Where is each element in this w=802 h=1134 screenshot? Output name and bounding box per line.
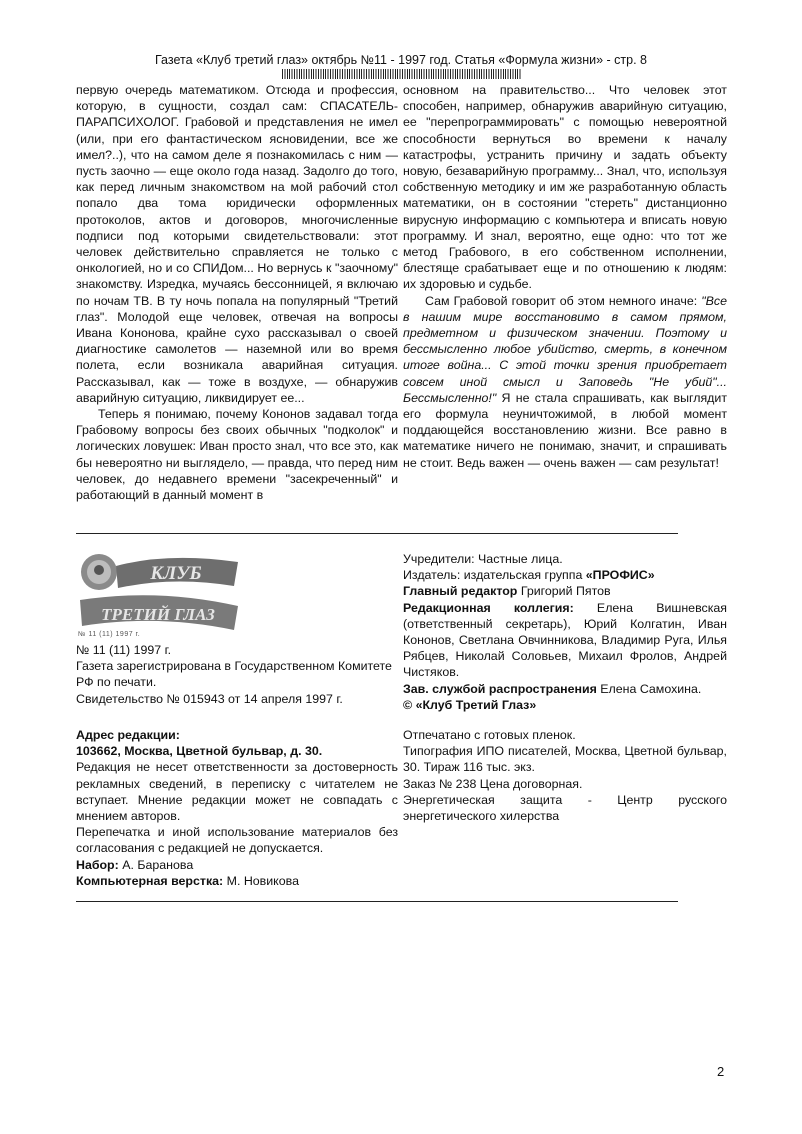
certificate-note: Свидетельство № 015943 от 14 апреля 1997 г. [76,691,343,706]
imprint-left-bottom [76,727,398,889]
reprint-note: Перепечатка и иной использование материалов без согласования с редакцией не допускается. [76,825,398,856]
logo-title-top: КЛУБ [150,563,202,584]
printing-house: Типография ИПО писателей, Москва, Цветной бульвар, 30. Тираж 116 тыс. экз. [403,744,727,775]
article-paragraph-quote [403,293,727,471]
typeset-label: Набор: [76,857,119,872]
layout-credit [76,873,398,889]
order-note: Заказ № 238 Цена договорная. [403,776,583,791]
chief-editor-label: Главный редактор [403,584,518,599]
page-number: 2 [717,1064,725,1079]
layout-label: Компьютерная верстка: [76,873,224,888]
grabovoi-quote: "Все в нашим мире восстановимо в самом прямом, предметном и физическом значении. Поэтому и бессмысленно любое убийство, смерть, в конечном итоге война... С этой точки зрения приобретает совсем иной смысл и Заповедь "Не убий"... Бессмысленно!" [403,293,727,405]
editorial-board-names: Елена Вишневская (ответственный секретарь), Юрий Колгатин, Иван Кононов, Светлана Овчинникова, Владимир Руга, Илья Рябцев, Николай Соловьев, Михаил Фролов, Андрей Чистяков. [403,600,727,680]
divider-bottom [76,901,678,902]
article-paragraph: основном на правительство... Что человек этот способен, например, обнаружив аварийную ситуацию, ее "перепрограммировать" с помощью невероятной способности вернуться во времени к началу катастрофы, устранить причину и задать объекту новую, безаварийную программу... Знал, что, используя собственную методику и им же разработанную область математики, он в состоянии "стереть" дистанционно вирусную информацию с компьютера и вписать новую программу. И знал, вероятно, еще одно: что тот же метод Грабового, в его собственном исполнении, блестяще срабатывает еще и по отношению к людям: их здоровью и судьбе. [403,83,727,292]
quote-tail: Я не стала спрашивать, как выглядит его формула неуничтожимой, в любой момент поддающейся восстановлению жизни. Все равно в математике ничего не понимаю, значит, и спрашивать не стоит. Ведь важен — очень важен — сам результат! [403,390,727,470]
article-column-right [403,82,727,471]
publisher-label: Издатель: издательская группа [403,568,586,583]
editorial-board [403,600,727,681]
founders: Учредители: Частные лица. [403,552,563,566]
energy-protection: Энергетическая защита - Центр русского энергетического хилерства [403,792,727,824]
typeset-credit [76,857,398,873]
distribution-name: Елена Самохина. [596,681,702,696]
article-paragraph: первую очередь математиком. Отсюда и профессия, которую, в сущности, создал сам: СПАСАТЕЛЬ-ПАРАПСИХОЛОГ. Грабовой и представления не имел (или, при его фантастическом ясновидении, все же имел?..), что на самом деле я познакомилась с ним — пусть заочно — еще около года назад. Задолго до того, как перед личным знакомством на мой рабочий стол попало два тома юридически оформленных протоколов, актов и договоров, многочисленные подписи под которыми свидетельствовали: этот человек действительно справляется не только с онкологией, но и со СПИДом... Но вернусь к "заочному" знакомству. Изредка, мучаясь бессонницей, я включаю по ночам ТВ. В ту ночь попала на популярный "Третий глаз". Молодой еще человек, отвечая на вопросы Ивана Кононова, крайне сухо рассказывал о своей диагностике самолетов — наземной или во время полета, если возникала аварийная ситуация. Рассказывал, как — тоже в воздухе, — обнаружив аварийную ситуацию, ликвидирует ее... [76,83,398,405]
page-header: Газета «Клуб третий глаз» октябрь №11 - 1997 год. Статья «Формула жизни» - стр. 8 [154,53,648,67]
printed-note: Отпечатано с готовых пленок. [403,728,576,742]
logo-title-bottom: ТРЕТИЙ ГЛАЗ [101,605,215,624]
publisher [403,567,727,583]
publisher-name: «ПРОФИС» [585,568,655,583]
quote-lead: Сам Грабовой говорит об этом немного иначе: [425,293,702,308]
chief-editor [403,583,727,599]
article-paragraph: Теперь я понимаю, почему Кононов задавал тогда Грабовому вопросы без своих обычных "подколок" и логических ловушек: Иван просто знал, что все это, как бы невероятно ни выглядело, — правда, что перед ним человек, до недавнего времени "засекреченный" и работающий в данный момент в [76,407,398,503]
copyright-line: © «Клуб Третий Глаз» [403,697,537,712]
registration-note: Газета зарегистрирована в Государственном Комитете РФ по печати. [76,659,392,690]
header-underline-decoration [282,69,522,79]
issue-number: № 11 (11) 1997 г. [76,643,172,657]
editorial-board-label: Редакционная коллегия: [403,600,574,615]
distribution-label: Зав. службой распространения [403,681,597,696]
address: 103662, Москва, Цветной бульвар, д. 30. [76,744,323,759]
address-label: Адрес редакции: [76,728,180,742]
logo-issue-caption: № 11 (11) 1997 г. [78,631,141,638]
distribution-head [403,681,727,697]
disclaimer: Редакция не несет ответственности за достоверность рекламных сведений, в переписку с читателем не вступает. Мнение редакции может не совпадать с мнением авторов. [76,760,398,824]
imprint-right-bottom [403,727,727,824]
imprint-right-top [403,551,727,713]
article-column-left [76,82,398,522]
imprint-left-top [76,642,396,707]
divider-top [76,533,678,534]
chief-editor-name: Григорий Пятов [517,584,611,599]
newspaper-logo [78,548,240,638]
typeset-name: А. Баранова [118,857,194,872]
layout-name: М. Новикова [223,873,299,888]
